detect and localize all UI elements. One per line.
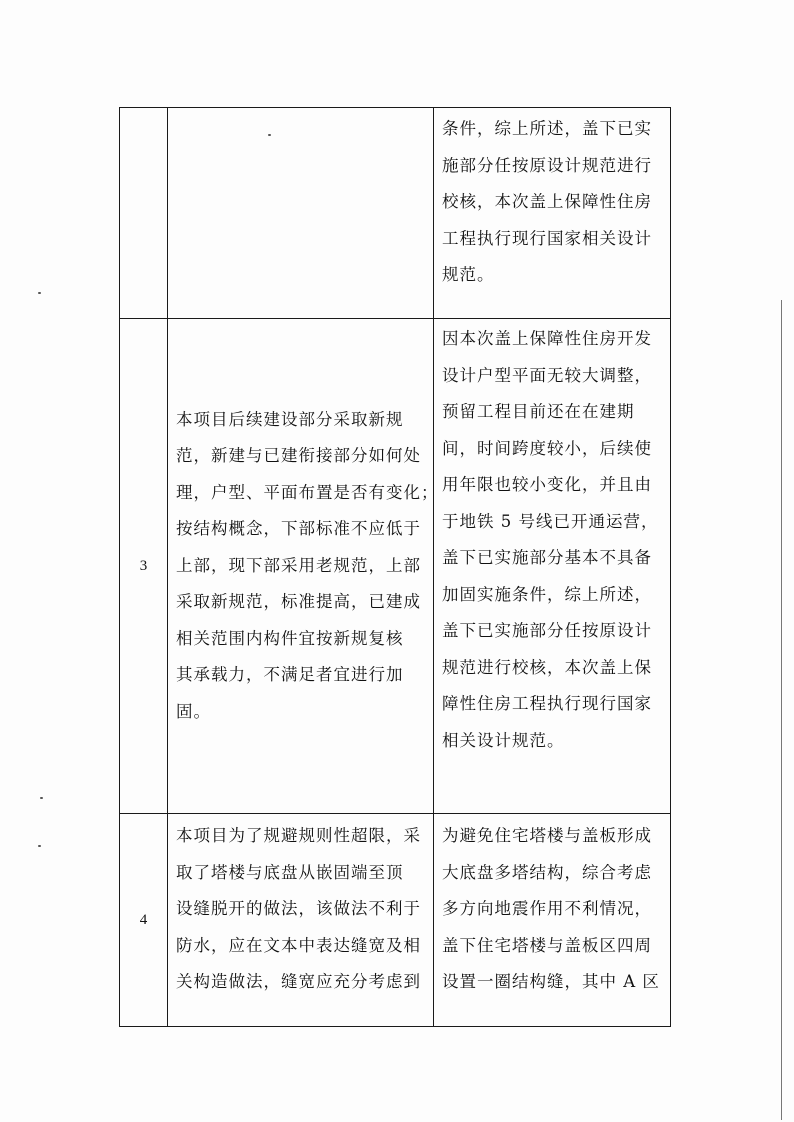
row-number-cell — [120, 108, 168, 319]
text-line: 盖下已实施部分任按原设计 — [442, 621, 652, 640]
table-row — [120, 108, 671, 319]
text-line: 采取新规范，标准提高，已建成 — [176, 592, 421, 612]
text-line: 设缝脱开的做法，该做法不利于 — [176, 899, 421, 918]
row-number-cell — [120, 319, 168, 814]
text-line: 预留工程目前还在在建期 — [442, 402, 635, 421]
text-line: 固。 — [176, 701, 211, 721]
text-line: 于地铁 5 号线已开通运营， — [442, 511, 659, 531]
scan-speck — [40, 797, 43, 799]
reply-text — [434, 319, 670, 759]
review-opinion-cell — [168, 108, 434, 319]
text-line: 工程执行现行国家相关设计 — [442, 228, 652, 248]
row-number-cell — [120, 814, 168, 1027]
text-line: 校核，本次盖上保障性住房 — [442, 192, 652, 211]
text-line: 用年限也较小变化，并且由 — [442, 475, 652, 494]
reply-cell — [434, 319, 671, 814]
text-line: 防水，应在文本中表达缝宽及相 — [176, 935, 421, 955]
text-line: 相关范围内构件宜按新规复核 — [176, 628, 404, 648]
review-comments-table — [119, 107, 671, 1027]
text-line: 规范。 — [442, 265, 495, 284]
scan-speck — [268, 134, 271, 136]
text-line: 条件，综上所述，盖下已实 — [442, 119, 652, 138]
text-line: 大底盘多塔结构，综合考虑 — [442, 862, 652, 882]
scan-speck — [38, 292, 41, 294]
text-line: 其承载力，不满足者宜进行加 — [176, 665, 404, 685]
text-line: 加固实施条件，综上所述， — [442, 584, 652, 604]
scan-speck — [38, 845, 41, 847]
text-line: 间，时间跨度较小，后续使 — [442, 438, 652, 458]
reply-text — [434, 814, 670, 1001]
text-line: 多方向地震作用不利情况， — [442, 899, 652, 918]
text-line: 设计户型平面无较大调整， — [442, 365, 652, 385]
review-opinion-cell — [168, 814, 434, 1027]
row-number: 3 — [139, 557, 148, 574]
text-line: 本项目为了规避规则性超限，采 — [176, 826, 421, 845]
reply-text — [434, 108, 670, 294]
text-line: 关构造做法，缝宽应充分考虑到 — [176, 972, 421, 991]
reply-cell — [434, 814, 671, 1027]
text-line: 相关设计规范。 — [442, 730, 565, 750]
text-line: 设置一圈结构缝，其中 A 区 — [442, 972, 660, 991]
text-line: 理，户型、平面布置是否有变化； — [176, 482, 439, 502]
table-row — [120, 814, 671, 1027]
text-line: 按结构概念，下部标准不应低于 — [176, 519, 421, 539]
text-line: 取了塔楼与底盘从嵌固端至顶 — [176, 862, 404, 882]
text-line: 为避免住宅塔楼与盖板形成 — [442, 826, 652, 845]
text-line: 盖下已实施部分基本不具备 — [442, 548, 652, 567]
scan-edge-line — [781, 300, 783, 1120]
row-number: 4 — [139, 911, 148, 928]
text-line: 规范进行校核，本次盖上保 — [442, 657, 652, 677]
text-line: 范，新建与已建衔接部分如何处 — [176, 446, 421, 466]
text-line: 上部，现下部采用老规范，上部 — [176, 555, 421, 575]
text-line: 障性住房工程执行现行国家 — [442, 694, 652, 713]
review-opinion-text — [168, 402, 439, 731]
review-opinion-text — [168, 814, 433, 1001]
reply-cell — [434, 108, 671, 319]
text-line: 施部分任按原设计规范进行 — [442, 155, 652, 175]
text-line: 盖下住宅塔楼与盖板区四周 — [442, 935, 652, 955]
table-row — [120, 319, 671, 814]
text-line: 本项目后续建设部分采取新规 — [176, 409, 404, 429]
text-line: 因本次盖上保障性住房开发 — [442, 329, 652, 348]
review-opinion-cell — [168, 319, 439, 814]
